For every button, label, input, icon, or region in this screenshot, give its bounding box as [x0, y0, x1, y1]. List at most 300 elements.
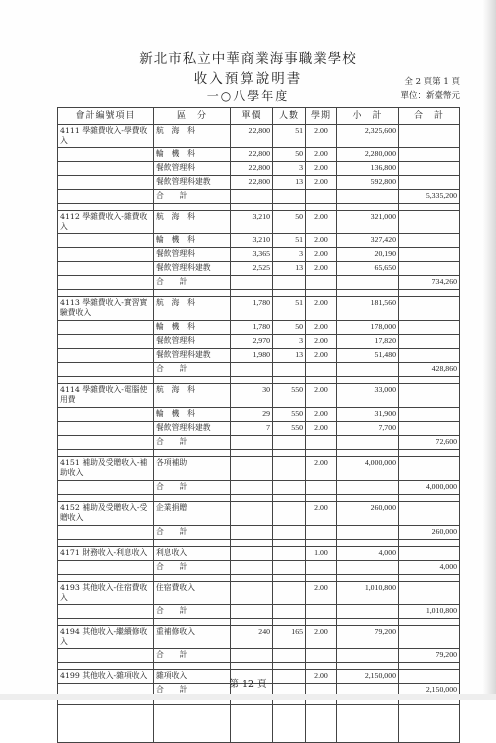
empty-cell: [337, 495, 399, 502]
total-cell-empty: [399, 262, 460, 276]
empty-cell: [58, 540, 154, 547]
unit-price: 2,970: [231, 335, 273, 349]
empty-cell: [231, 575, 273, 582]
subtotal-label: 合 計: [154, 276, 231, 290]
total-cell-empty: [399, 626, 460, 649]
unit-price: 240: [231, 626, 273, 649]
unit-price: 22,800: [231, 125, 273, 148]
empty-cell: [154, 450, 231, 457]
total-cell-empty: [399, 349, 460, 363]
student-count: 550: [273, 422, 306, 436]
empty-cell: [58, 204, 154, 211]
category: 餐飲管理科: [154, 162, 231, 176]
fiscal-year: 一○八學年度: [206, 89, 290, 103]
total-cell-empty: [399, 148, 460, 162]
category: 利息收入: [154, 547, 231, 561]
spacer-row: [58, 575, 460, 582]
group-total: 2,150,000: [399, 684, 460, 698]
empty-cell: [337, 605, 399, 619]
empty-cell: [337, 377, 399, 384]
empty-cell: [306, 377, 337, 384]
empty-cell: [154, 495, 231, 502]
empty-cell: [399, 663, 460, 670]
total-cell-empty: [399, 457, 460, 481]
total-cell-empty: [399, 234, 460, 248]
column-header-category: 區 分: [154, 108, 231, 125]
account-cell-empty: [58, 335, 154, 349]
subtotal-amount: 17,820: [337, 335, 399, 349]
account-cell-empty: [58, 481, 154, 495]
category: 航 海 科: [154, 211, 231, 234]
account-name: 4111 學雜費收入-學費收入: [58, 125, 154, 148]
student-count: 51: [273, 125, 306, 148]
subtotal-row: [58, 561, 460, 575]
subtotal-amount: 181,560: [337, 297, 399, 321]
column-header-total: 合 計: [399, 108, 460, 125]
empty-cell: [58, 450, 154, 457]
account-cell-empty: [58, 234, 154, 248]
account-cell-empty: [58, 363, 154, 377]
empty-cell: [231, 663, 273, 670]
total-cell-empty: [399, 176, 460, 190]
budget-table: [57, 107, 460, 743]
empty-cell: [231, 204, 273, 211]
empty-cell: [306, 705, 337, 743]
table-row: [58, 234, 460, 248]
unit-price: 29: [231, 408, 273, 422]
student-count: 3: [273, 248, 306, 262]
subtotal-amount: 33,000: [337, 384, 399, 408]
empty-cell: [154, 705, 231, 743]
empty-cell: [273, 481, 306, 495]
category: 雜項收入: [154, 670, 231, 684]
subtotal-label: 合 計: [154, 684, 231, 698]
total-cell-empty: [399, 502, 460, 526]
currency-unit: 單位：新臺幣元: [400, 91, 460, 101]
empty-cell: [306, 290, 337, 297]
budget-table-body: [58, 125, 460, 743]
subtotal-label: 合 計: [154, 561, 231, 575]
group-total: 1,010,800: [399, 605, 460, 619]
empty-cell: [231, 649, 273, 663]
category: 住宿費收入: [154, 582, 231, 605]
total-cell-empty: [399, 422, 460, 436]
semester-count: 2.00: [306, 457, 337, 481]
account-cell-empty: [58, 321, 154, 335]
empty-cell: [337, 481, 399, 495]
account-name: 4193 其他收入-住宿費收入: [58, 582, 154, 605]
student-count: 50: [273, 211, 306, 234]
spacer-row: [58, 619, 460, 626]
empty-cell: [399, 495, 460, 502]
category: 輪 機 科: [154, 234, 231, 248]
category: 餐飲管理科建教: [154, 176, 231, 190]
spacer-row: [58, 495, 460, 502]
account-cell-empty: [58, 276, 154, 290]
empty-cell: [273, 204, 306, 211]
column-header-count: 人數: [273, 108, 306, 125]
subtotal-amount: 4,000: [337, 547, 399, 561]
empty-cell: [306, 363, 337, 377]
total-cell-empty: [399, 384, 460, 408]
account-cell-empty: [58, 190, 154, 204]
empty-cell: [273, 377, 306, 384]
category: 重補修收入: [154, 626, 231, 649]
account-cell-empty: [58, 176, 154, 190]
empty-cell: [58, 619, 154, 626]
subtotal-row: [58, 363, 460, 377]
table-row: [58, 626, 460, 649]
account-cell-empty: [58, 408, 154, 422]
account-name: 4199 其他收入-雜項收入: [58, 670, 154, 684]
account-cell-empty: [58, 349, 154, 363]
unit-price: [231, 502, 273, 526]
category: 輪 機 科: [154, 408, 231, 422]
empty-cell: [399, 290, 460, 297]
semester-count: 2.00: [306, 408, 337, 422]
empty-cell: [306, 663, 337, 670]
empty-cell: [273, 495, 306, 502]
empty-cell: [337, 705, 399, 743]
unit-price: 30: [231, 384, 273, 408]
empty-cell: [231, 436, 273, 450]
group-total: 72,600: [399, 436, 460, 450]
empty-cell: [231, 481, 273, 495]
table-row: [58, 297, 460, 321]
table-row: [58, 547, 460, 561]
empty-cell: [337, 649, 399, 663]
empty-cell: [231, 495, 273, 502]
table-row: [58, 248, 460, 262]
empty-cell: [337, 619, 399, 626]
account-cell-empty: [58, 422, 154, 436]
subtotal-amount: 592,800: [337, 176, 399, 190]
total-cell-empty: [399, 335, 460, 349]
subtotal-amount: 7,700: [337, 422, 399, 436]
empty-cell: [273, 575, 306, 582]
subtotal-amount: 178,000: [337, 321, 399, 335]
subtotal-label: 合 計: [154, 436, 231, 450]
empty-cell: [306, 204, 337, 211]
total-cell-empty: [399, 125, 460, 148]
empty-cell: [306, 495, 337, 502]
empty-cell: [58, 377, 154, 384]
empty-cell: [306, 190, 337, 204]
empty-cell: [399, 377, 460, 384]
subtotal-amount: 31,900: [337, 408, 399, 422]
subtotal-row: [58, 436, 460, 450]
semester-count: 2.00: [306, 335, 337, 349]
category: 餐飲管理科: [154, 335, 231, 349]
empty-cell: [337, 575, 399, 582]
empty-cell: [154, 204, 231, 211]
category: 餐飲管理科建教: [154, 349, 231, 363]
group-total: 4,000,000: [399, 481, 460, 495]
table-row: [58, 321, 460, 335]
group-total: 734,260: [399, 276, 460, 290]
subtotal-label: 合 計: [154, 526, 231, 540]
subtotal-amount: 79,200: [337, 626, 399, 649]
empty-cell: [273, 540, 306, 547]
student-count: [273, 582, 306, 605]
empty-cell: [306, 526, 337, 540]
empty-cell: [273, 276, 306, 290]
column-header-unit-price: 單價: [231, 108, 273, 125]
empty-cell: [337, 540, 399, 547]
empty-cell: [273, 605, 306, 619]
semester-count: 2.00: [306, 582, 337, 605]
spacer-row: [58, 290, 460, 297]
student-count: 550: [273, 408, 306, 422]
account-cell-empty: [58, 148, 154, 162]
page-edge-shadow: [482, 0, 496, 700]
empty-cell: [58, 290, 154, 297]
empty-cell: [273, 450, 306, 457]
empty-cell: [306, 561, 337, 575]
semester-count: 2.00: [306, 670, 337, 684]
account-name: 4112 學雜費收入-雜費收入: [58, 211, 154, 234]
unit-price: 1,780: [231, 297, 273, 321]
unit-price: [231, 457, 273, 481]
empty-cell: [58, 495, 154, 502]
subtotal-row: [58, 276, 460, 290]
subtotal-label: 合 計: [154, 190, 231, 204]
student-count: [273, 457, 306, 481]
subtotal-amount: 65,650: [337, 262, 399, 276]
empty-cell: [306, 575, 337, 582]
spacer-row: [58, 540, 460, 547]
unit-price: 22,800: [231, 148, 273, 162]
table-row: [58, 349, 460, 363]
empty-cell: [337, 190, 399, 204]
table-row: [58, 335, 460, 349]
account-cell-empty: [58, 605, 154, 619]
unit-price: 3,365: [231, 248, 273, 262]
empty-cell: [337, 436, 399, 450]
group-total: 79,200: [399, 649, 460, 663]
subtotal-amount: 136,800: [337, 162, 399, 176]
unit-price: 3,210: [231, 211, 273, 234]
empty-cell: [231, 619, 273, 626]
empty-cell: [154, 290, 231, 297]
semester-count: 2.00: [306, 349, 337, 363]
empty-cell: [306, 649, 337, 663]
empty-cell: [337, 363, 399, 377]
subtotal-row: [58, 190, 460, 204]
semester-count: 2.00: [306, 422, 337, 436]
table-row: [58, 582, 460, 605]
empty-cell: [337, 276, 399, 290]
table-row: [58, 502, 460, 526]
total-cell-empty: [399, 547, 460, 561]
student-count: 50: [273, 148, 306, 162]
account-cell-empty: [58, 248, 154, 262]
student-count: 51: [273, 234, 306, 248]
group-total: 5,335,200: [399, 190, 460, 204]
semester-count: 2.00: [306, 384, 337, 408]
total-cell-empty: [399, 408, 460, 422]
group-total: 428,860: [399, 363, 460, 377]
table-row: [58, 162, 460, 176]
empty-cell: [399, 540, 460, 547]
category: 各項補助: [154, 457, 231, 481]
table-row: [58, 176, 460, 190]
subtotal-amount: 2,280,000: [337, 148, 399, 162]
empty-cell: [273, 561, 306, 575]
spacer-row: [58, 377, 460, 384]
empty-cell: [306, 436, 337, 450]
semester-count: 2.00: [306, 125, 337, 148]
subtotal-amount: 20,190: [337, 248, 399, 262]
spacer-row: [58, 450, 460, 457]
semester-count: 2.00: [306, 176, 337, 190]
empty-cell: [58, 575, 154, 582]
unit-price: 1,980: [231, 349, 273, 363]
semester-count: 2.00: [306, 148, 337, 162]
table-row: [58, 457, 460, 481]
empty-cell: [154, 575, 231, 582]
subtotal-row: [58, 526, 460, 540]
account-cell-empty: [58, 526, 154, 540]
student-count: [273, 547, 306, 561]
category: 餐飲管理科建教: [154, 262, 231, 276]
empty-cell: [273, 190, 306, 204]
unit-price: 7: [231, 422, 273, 436]
account-cell-empty: [58, 162, 154, 176]
empty-cell: [306, 540, 337, 547]
student-count: 3: [273, 335, 306, 349]
empty-cell: [154, 377, 231, 384]
empty-cell: [231, 450, 273, 457]
table-header-row: [58, 108, 460, 125]
semester-count: 2.00: [306, 234, 337, 248]
empty-cell: [306, 450, 337, 457]
unit-price: 2,525: [231, 262, 273, 276]
empty-cell: [231, 363, 273, 377]
filler-row: [58, 705, 460, 743]
student-count: 13: [273, 262, 306, 276]
empty-cell: [231, 605, 273, 619]
student-count: 13: [273, 176, 306, 190]
document-title: 收入預算說明書: [193, 71, 303, 87]
empty-cell: [273, 663, 306, 670]
empty-cell: [337, 290, 399, 297]
semester-count: 2.00: [306, 297, 337, 321]
unit-price: 22,800: [231, 162, 273, 176]
semester-count: 2.00: [306, 626, 337, 649]
account-name: 4171 財務收入-利息收入: [58, 547, 154, 561]
table-row: [58, 422, 460, 436]
subtotal-amount: 321,000: [337, 211, 399, 234]
unit-price: 22,800: [231, 176, 273, 190]
empty-cell: [154, 619, 231, 626]
semester-count: 2.00: [306, 321, 337, 335]
empty-cell: [231, 526, 273, 540]
student-count: 550: [273, 384, 306, 408]
subtotal-row: [58, 605, 460, 619]
subtotal-amount: 260,000: [337, 502, 399, 526]
student-count: 13: [273, 349, 306, 363]
empty-cell: [399, 619, 460, 626]
account-name: 4113 學雜費收入-實習實驗費收入: [58, 297, 154, 321]
subtotal-amount: 2,325,600: [337, 125, 399, 148]
empty-cell: [273, 290, 306, 297]
empty-cell: [154, 663, 231, 670]
empty-cell: [306, 276, 337, 290]
empty-cell: [231, 561, 273, 575]
page-bottom-edge: [0, 694, 496, 700]
empty-cell: [58, 705, 154, 743]
group-total: 4,000: [399, 561, 460, 575]
account-cell-empty: [58, 649, 154, 663]
category: 餐飲管理科: [154, 248, 231, 262]
empty-cell: [273, 649, 306, 663]
empty-cell: [231, 705, 273, 743]
empty-cell: [399, 450, 460, 457]
total-cell-empty: [399, 211, 460, 234]
empty-cell: [231, 377, 273, 384]
empty-cell: [58, 663, 154, 670]
table-row: [58, 384, 460, 408]
account-name: 4194 其他收入-繼續修收入: [58, 626, 154, 649]
subtotal-amount: 327,420: [337, 234, 399, 248]
spacer-row: [58, 204, 460, 211]
empty-cell: [399, 705, 460, 743]
empty-cell: [231, 540, 273, 547]
empty-cell: [337, 450, 399, 457]
empty-cell: [306, 481, 337, 495]
semester-count: 2.00: [306, 502, 337, 526]
subtotal-row: [58, 649, 460, 663]
column-header-subtotal: 小 計: [337, 108, 399, 125]
page-number: 第 12 頁: [229, 679, 267, 690]
total-cell-empty: [399, 297, 460, 321]
total-cell-empty: [399, 582, 460, 605]
category: 輪 機 科: [154, 148, 231, 162]
semester-count: 2.00: [306, 262, 337, 276]
empty-cell: [273, 619, 306, 626]
semester-count: 2.00: [306, 248, 337, 262]
empty-cell: [154, 540, 231, 547]
category: 輪 機 科: [154, 321, 231, 335]
student-count: 50: [273, 321, 306, 335]
empty-cell: [231, 190, 273, 204]
empty-cell: [273, 705, 306, 743]
subtotal-label: 合 計: [154, 605, 231, 619]
column-header-account: 會計編號項目: [58, 108, 154, 125]
total-cell-empty: [399, 248, 460, 262]
student-count: [273, 502, 306, 526]
category: 企業捐贈: [154, 502, 231, 526]
table-row: [58, 408, 460, 422]
empty-cell: [337, 663, 399, 670]
subtotal-label: 合 計: [154, 363, 231, 377]
account-name: 4114 學雜費收入-電腦使用費: [58, 384, 154, 408]
empty-cell: [337, 561, 399, 575]
category: 餐飲管理科建教: [154, 422, 231, 436]
semester-count: 2.00: [306, 162, 337, 176]
account-cell-empty: [58, 436, 154, 450]
table-row: [58, 125, 460, 148]
empty-cell: [306, 619, 337, 626]
account-cell-empty: [58, 262, 154, 276]
category: 航 海 科: [154, 297, 231, 321]
subtotal-amount: 1,010,800: [337, 582, 399, 605]
subtotal-label: 合 計: [154, 649, 231, 663]
subtotal-row: [58, 481, 460, 495]
empty-cell: [273, 363, 306, 377]
student-count: 165: [273, 626, 306, 649]
